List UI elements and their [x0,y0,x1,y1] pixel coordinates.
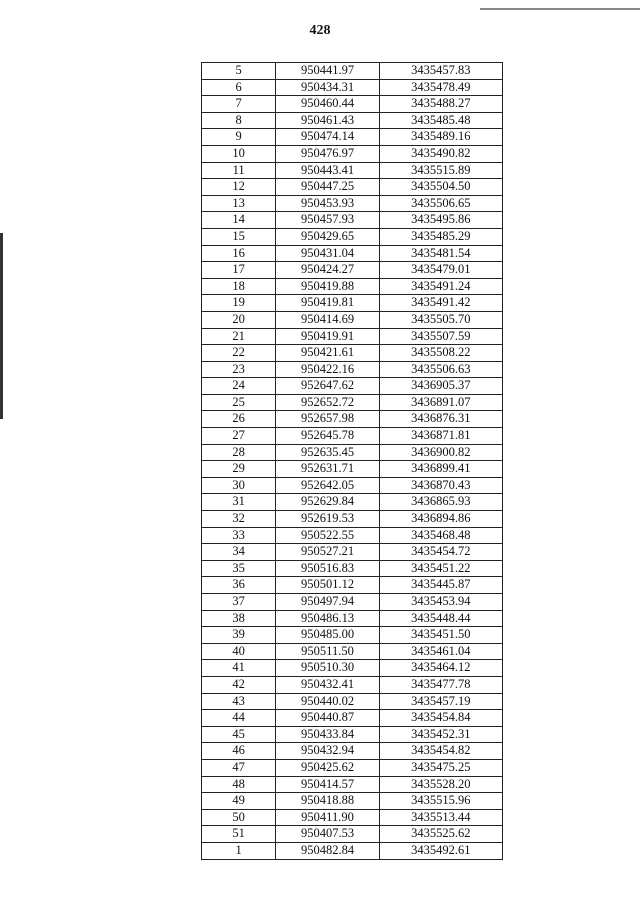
y-coordinate-cell: 3436891.07 [379,394,502,411]
y-coordinate-cell: 3436870.43 [379,477,502,494]
point-number-cell: 49 [202,793,276,810]
x-coordinate-cell: 950527.21 [276,544,379,561]
table-row [202,394,503,411]
y-coordinate-cell: 3435453.94 [379,594,502,611]
x-coordinate-cell: 950510.30 [276,660,379,677]
y-coordinate-cell: 3435492.61 [379,842,502,859]
point-number-cell: 9 [202,129,276,146]
scan-artifact-left-bar [0,233,3,419]
y-coordinate-cell: 3435513.44 [379,809,502,826]
x-coordinate-cell: 952635.45 [276,444,379,461]
x-coordinate-cell: 952645.78 [276,428,379,445]
y-coordinate-cell: 3436871.81 [379,428,502,445]
x-coordinate-cell: 950522.55 [276,527,379,544]
y-coordinate-cell: 3436894.86 [379,511,502,528]
point-number-cell: 43 [202,693,276,710]
x-coordinate-cell: 952631.71 [276,461,379,478]
y-coordinate-cell: 3435495.86 [379,212,502,229]
point-number-cell: 15 [202,228,276,245]
x-coordinate-cell: 950425.62 [276,759,379,776]
y-coordinate-cell: 3435528.20 [379,776,502,793]
y-coordinate-cell: 3435491.24 [379,278,502,295]
table-row [202,79,503,96]
point-number-cell: 5 [202,63,276,80]
table-row [202,610,503,627]
table-row [202,179,503,196]
point-number-cell: 45 [202,726,276,743]
table-row [202,328,503,345]
y-coordinate-cell: 3435485.29 [379,228,502,245]
y-coordinate-cell: 3435515.96 [379,793,502,810]
point-number-cell: 12 [202,179,276,196]
point-number-cell: 38 [202,610,276,627]
x-coordinate-cell: 952647.62 [276,378,379,395]
y-coordinate-cell: 3435452.31 [379,726,502,743]
y-coordinate-cell: 3435451.50 [379,627,502,644]
table-row [202,793,503,810]
y-coordinate-cell: 3435477.78 [379,676,502,693]
point-number-cell: 29 [202,461,276,478]
y-coordinate-cell: 3436876.31 [379,411,502,428]
point-number-cell: 13 [202,195,276,212]
y-coordinate-cell: 3435454.72 [379,544,502,561]
y-coordinate-cell: 3435478.49 [379,79,502,96]
table-row [202,428,503,445]
y-coordinate-cell: 3435490.82 [379,145,502,162]
point-number-cell: 50 [202,809,276,826]
table-row [202,63,503,80]
point-number-cell: 34 [202,544,276,561]
table-row [202,544,503,561]
table-row [202,743,503,760]
point-number-cell: 19 [202,295,276,312]
point-number-cell: 1 [202,842,276,859]
y-coordinate-cell: 3436899.41 [379,461,502,478]
x-coordinate-cell: 952657.98 [276,411,379,428]
x-coordinate-cell: 950431.04 [276,245,379,262]
x-coordinate-cell: 950485.00 [276,627,379,644]
coordinates-table [201,62,503,860]
table-row [202,461,503,478]
table-row [202,444,503,461]
point-number-cell: 18 [202,278,276,295]
table-row [202,693,503,710]
table-row [202,345,503,362]
point-number-cell: 32 [202,511,276,528]
point-number-cell: 44 [202,710,276,727]
x-coordinate-cell: 950411.90 [276,809,379,826]
y-coordinate-cell: 3435454.82 [379,743,502,760]
y-coordinate-cell: 3435506.63 [379,361,502,378]
table-row [202,826,503,843]
y-coordinate-cell: 3435457.83 [379,63,502,80]
x-coordinate-cell: 950453.93 [276,195,379,212]
point-number-cell: 39 [202,627,276,644]
y-coordinate-cell: 3435485.48 [379,112,502,129]
x-coordinate-cell: 950511.50 [276,643,379,660]
table-row [202,809,503,826]
y-coordinate-cell: 3435464.12 [379,660,502,677]
y-coordinate-cell: 3435479.01 [379,262,502,279]
x-coordinate-cell: 950440.87 [276,710,379,727]
point-number-cell: 27 [202,428,276,445]
y-coordinate-cell: 3435445.87 [379,577,502,594]
y-coordinate-cell: 3435457.19 [379,693,502,710]
point-number-cell: 48 [202,776,276,793]
x-coordinate-cell: 950424.27 [276,262,379,279]
table-row [202,776,503,793]
point-number-cell: 30 [202,477,276,494]
point-number-cell: 28 [202,444,276,461]
x-coordinate-cell: 950432.94 [276,743,379,760]
x-coordinate-cell: 950432.41 [276,676,379,693]
table-row [202,411,503,428]
y-coordinate-cell: 3435481.54 [379,245,502,262]
scan-artifact-top-rule [480,8,640,10]
x-coordinate-cell: 950501.12 [276,577,379,594]
table-row [202,594,503,611]
table-row [202,129,503,146]
x-coordinate-cell: 950414.69 [276,311,379,328]
x-coordinate-cell: 950474.14 [276,129,379,146]
point-number-cell: 21 [202,328,276,345]
table-row [202,477,503,494]
page-number: 428 [309,23,331,38]
y-coordinate-cell: 3436900.82 [379,444,502,461]
x-coordinate-cell: 950422.16 [276,361,379,378]
point-number-cell: 42 [202,676,276,693]
point-number-cell: 46 [202,743,276,760]
x-coordinate-cell: 950486.13 [276,610,379,627]
table-row [202,262,503,279]
table-row [202,527,503,544]
point-number-cell: 6 [202,79,276,96]
table-row [202,660,503,677]
x-coordinate-cell: 950516.83 [276,560,379,577]
x-coordinate-cell: 950419.91 [276,328,379,345]
point-number-cell: 25 [202,394,276,411]
y-coordinate-cell: 3436905.37 [379,378,502,395]
x-coordinate-cell: 950433.84 [276,726,379,743]
y-coordinate-cell: 3435448.44 [379,610,502,627]
x-coordinate-cell: 950407.53 [276,826,379,843]
table-row [202,195,503,212]
y-coordinate-cell: 3435451.22 [379,560,502,577]
y-coordinate-cell: 3435461.04 [379,643,502,660]
x-coordinate-cell: 950440.02 [276,693,379,710]
y-coordinate-cell: 3435508.22 [379,345,502,362]
y-coordinate-cell: 3435454.84 [379,710,502,727]
table-row [202,676,503,693]
point-number-cell: 31 [202,494,276,511]
point-number-cell: 35 [202,560,276,577]
point-number-cell: 37 [202,594,276,611]
point-number-cell: 51 [202,826,276,843]
coordinates-table-body [202,63,503,860]
x-coordinate-cell: 950482.84 [276,842,379,859]
point-number-cell: 33 [202,527,276,544]
point-number-cell: 23 [202,361,276,378]
y-coordinate-cell: 3435475.25 [379,759,502,776]
point-number-cell: 11 [202,162,276,179]
x-coordinate-cell: 950418.88 [276,793,379,810]
y-coordinate-cell: 3435468.48 [379,527,502,544]
x-coordinate-cell: 950419.81 [276,295,379,312]
point-number-cell: 8 [202,112,276,129]
table-row [202,842,503,859]
table-row [202,245,503,262]
x-coordinate-cell: 952619.53 [276,511,379,528]
y-coordinate-cell: 3436865.93 [379,494,502,511]
x-coordinate-cell: 950414.57 [276,776,379,793]
x-coordinate-cell: 950443.41 [276,162,379,179]
y-coordinate-cell: 3435489.16 [379,129,502,146]
y-coordinate-cell: 3435488.27 [379,96,502,113]
x-coordinate-cell: 950447.25 [276,179,379,196]
x-coordinate-cell: 950429.65 [276,228,379,245]
table-row [202,145,503,162]
point-number-cell: 10 [202,145,276,162]
table-row [202,96,503,113]
point-number-cell: 14 [202,212,276,229]
table-row [202,759,503,776]
table-row [202,295,503,312]
table-row [202,577,503,594]
x-coordinate-cell: 950461.43 [276,112,379,129]
point-number-cell: 20 [202,311,276,328]
table-row [202,378,503,395]
y-coordinate-cell: 3435491.42 [379,295,502,312]
point-number-cell: 22 [202,345,276,362]
table-row [202,726,503,743]
table-row [202,627,503,644]
point-number-cell: 17 [202,262,276,279]
y-coordinate-cell: 3435504.50 [379,179,502,196]
table-row [202,162,503,179]
table-row [202,511,503,528]
x-coordinate-cell: 950476.97 [276,145,379,162]
y-coordinate-cell: 3435507.59 [379,328,502,345]
x-coordinate-cell: 950434.31 [276,79,379,96]
point-number-cell: 36 [202,577,276,594]
table-row [202,212,503,229]
point-number-cell: 7 [202,96,276,113]
table-row [202,361,503,378]
x-coordinate-cell: 950497.94 [276,594,379,611]
y-coordinate-cell: 3435525.62 [379,826,502,843]
x-coordinate-cell: 952652.72 [276,394,379,411]
y-coordinate-cell: 3435515.89 [379,162,502,179]
table-row [202,494,503,511]
point-number-cell: 40 [202,643,276,660]
point-number-cell: 41 [202,660,276,677]
table-row [202,112,503,129]
x-coordinate-cell: 950421.61 [276,345,379,362]
point-number-cell: 26 [202,411,276,428]
table-row [202,228,503,245]
point-number-cell: 24 [202,378,276,395]
point-number-cell: 47 [202,759,276,776]
y-coordinate-cell: 3435506.65 [379,195,502,212]
x-coordinate-cell: 952642.05 [276,477,379,494]
x-coordinate-cell: 952629.84 [276,494,379,511]
x-coordinate-cell: 950419.88 [276,278,379,295]
table-row [202,311,503,328]
table-row [202,643,503,660]
x-coordinate-cell: 950457.93 [276,212,379,229]
point-number-cell: 16 [202,245,276,262]
table-row [202,278,503,295]
table-row [202,560,503,577]
y-coordinate-cell: 3435505.70 [379,311,502,328]
x-coordinate-cell: 950441.97 [276,63,379,80]
table-row [202,710,503,727]
x-coordinate-cell: 950460.44 [276,96,379,113]
